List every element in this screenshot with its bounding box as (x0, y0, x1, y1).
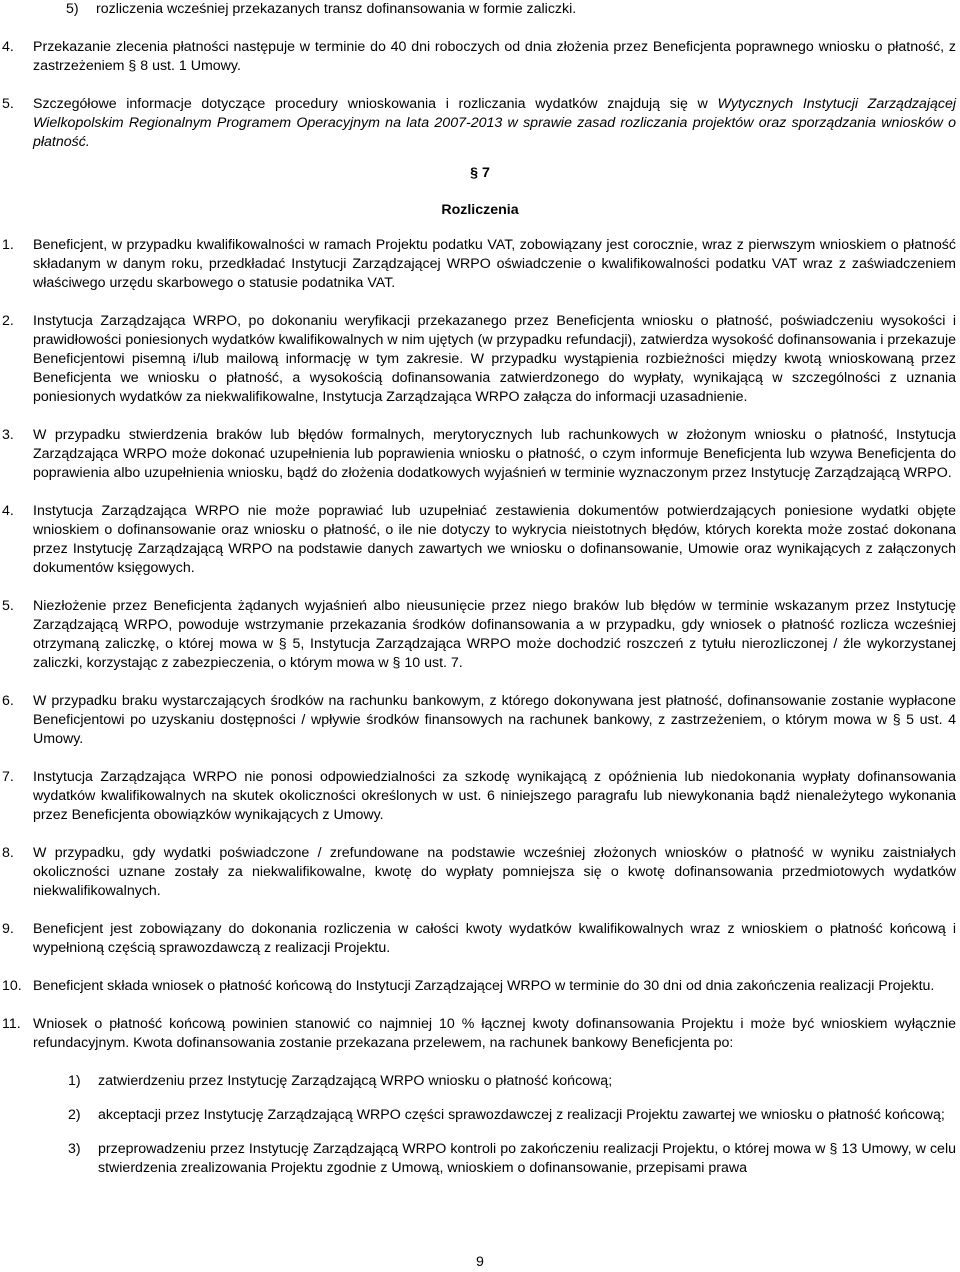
list-item (2, 38, 956, 76)
sub-list-item (68, 1140, 956, 1178)
section-symbol: § 7 (470, 165, 490, 181)
item-text: Instytucja Zarządzająca WRPO, po dokonaniu weryfikacji przekazanego przez Beneficjenta wniosku o płatność, poświadczeniu wysokości i prawidłowości poniesionych wydatków kwalifikowalnych w nim ujętych (w przypadku refundacji), zatwierdza wysokość dofinansowania i przekazuje Beneficjentowi pisemną i/lub mailową informację w tym zakresie. W przypadku wystąpienia rozbieżności między kwotą wnioskowaną przez Beneficjenta we wniosku o płatność, a wysokością dofinansowania zatwierdzonego do wypłaty, wynikającą w szczególności z uznania poniesionych wydatków za niekwalifikowalne, Instytucja Zarządzająca WRPO załącza do informacji uzasadnienie. (33, 313, 956, 405)
item-number: 2. (2, 313, 14, 329)
item-number: 11. (2, 1016, 21, 1032)
item-number: 9. (2, 921, 14, 937)
list-item (2, 426, 956, 483)
item-number: 1) (68, 1073, 81, 1089)
item-text: przeprowadzeniu przez Instytucję Zarządzającą WRPO kontroli po zakończeniu realizacji Projektu, o której mowa w § 13 Umowy, w celu stwierdzenia zrealizowania Projektu zgodnie z Umową, wnioskiem o dofinansowanie, przepisami prawa (98, 1141, 956, 1176)
item-text: Instytucja Zarządzająca WRPO nie ponosi odpowiedzialności za szkodę wynikającą z opóźnienia lub niedokonania wypłaty dofinansowania wydatków kwalifikowalnych na skutek okoliczności określonych w ust. 6 niniejszego paragrafu lub niewykonania bądź nienależytego wykonania przez Beneficjenta obowiązków wynikających z Umowy. (33, 769, 956, 823)
item-number: 5. (2, 96, 14, 112)
list-item (2, 502, 956, 578)
item-text: akceptacji przez Instytucję Zarządzającą WRPO części sprawozdawczej z realizacji Projektu zawartej we wniosku o płatność końcową; (98, 1107, 945, 1123)
sub-list-item (68, 1106, 956, 1125)
item-text: Instytucja Zarządzająca WRPO nie może poprawiać lub uzupełniać zestawienia dokumentów potwierdzających poniesione wydatki objęte wnioskiem o dofinansowanie oraz wniosku o płatność, o ile nie dotyczy to wykrycia nieistotnych błędów, których korekta może zostać dokonana przez Instytucję Zarządzającą WRPO na podstawie danych zawartych we wniosku o dofinansowanie, Umowie oraz wynikających z załączonych dokumentów księgowych. (33, 503, 956, 576)
item-number: 3. (2, 427, 14, 443)
item-text-plain: Szczegółowe informacje dotyczące procedury wnioskowania i rozliczania wydatków znajdują się w (33, 96, 718, 112)
item-text: Niezłożenie przez Beneficjenta żądanych wyjaśnień albo nieusunięcie przez niego braków lub błędów w terminie wskazanym przez Instytucję Zarządzającą WRPO, powoduje wstrzymanie przekazania środków dofinansowania a w przypadku, gdy wniosek o płatność rozlicza wcześniej otrzymaną zaliczkę, o której mowa w § 5, Instytucja Zarządzająca WRPO może dochodzić roszczeń z tytułu nierozliczonej / źle wykorzystanej zaliczki, korzystając z zabezpieczenia, o którym mowa w § 10 ust. 7. (33, 598, 956, 671)
item-text: Przekazanie zlecenia płatności następuje w terminie do 40 dni roboczych od dnia złożenia przez Beneficjenta poprawnego wniosku o płatność, z zastrzeżeniem § 8 ust. 1 Umowy. (33, 39, 956, 74)
list-item (2, 920, 956, 958)
sub-list-item (68, 1072, 956, 1091)
item-number: 1. (2, 237, 14, 253)
item-number: 6. (2, 693, 14, 709)
item-number: 7. (2, 769, 14, 785)
item-number: 3) (68, 1141, 81, 1157)
item-text: W przypadku braku wystarczających środków na rachunku bankowym, z którego dokonywana jest płatność, dofinansowanie zostanie wypłacone Beneficjentowi po uzyskaniu dostępności / wpływie środków finansowych na rachunek bankowy, z zastrzeżeniem, o którym mowa w § 5 ust. 4 Umowy. (33, 693, 956, 747)
item-text: Beneficjent, w przypadku kwalifikowalności w ramach Projektu podatku VAT, zobowiązany jest corocznie, wraz z pierwszym wnioskiem o płatność składanym w danym roku, przedkładać Instytucji Zarządzającej WRPO oświadczenie o kwalifikowalności podatku VAT wraz z zaświadczeniem właściwego urzędu skarbowego o statusie podatnika VAT. (33, 237, 956, 291)
page-number: 9 (476, 1254, 484, 1270)
guidelines-title: Wytycznych Instytucji Zarządzającej Wielkopolskim Regionalnym Programem Operacyjnym na lata 2007-2013 w sprawie zasad rozliczania projektów oraz sporządzania wniosków o płatność. (33, 96, 957, 150)
item-text: W przypadku, gdy wydatki poświadczone / zrefundowane na podstawie wcześniej złożonych wniosków o płatność w wyniku zaistniałych okoliczności uznane zostały za niekwalifikowalne, kwotę do wypłaty pomniejsza się o kwotę dofinansowania przedmiotowych wydatków niekwalifikowalnych. (33, 845, 956, 899)
list-item (2, 95, 956, 152)
item-text: Wniosek o płatność końcową powinien stanowić co najmniej 10 % łącznej kwoty dofinansowania Projektu i może być wnioskiem wyłącznie refundacyjnym. Kwota dofinansowania zostanie przekazana przelewem, na rachunek bankowy Beneficjenta po: (33, 1016, 956, 1051)
list-item (2, 692, 956, 749)
list-item (2, 844, 956, 901)
list-item (2, 312, 956, 407)
list-item (2, 768, 956, 825)
item-number: 8. (2, 845, 14, 861)
item-text: Beneficjent składa wniosek o płatność końcową do Instytucji Zarządzającej WRPO w terminie do 30 dni od dnia zakończenia realizacji Projektu. (33, 978, 935, 994)
pre-section-list (2, 38, 956, 171)
item-text: Beneficjent jest zobowiązany do dokonania rozliczenia w całości kwoty wydatków kwalifikowalnych wraz z wnioskiem o płatność końcową i wypełnioną częścią sprawozdawczą z realizacji Projektu. (33, 921, 956, 956)
item-number: 5. (2, 598, 14, 614)
item-number: 5) (66, 1, 79, 17)
list-item (2, 597, 956, 673)
section-title: Rozliczenia (441, 202, 519, 218)
item-number: 4. (2, 39, 14, 55)
list-item (2, 236, 956, 293)
item-number: 4. (2, 503, 14, 519)
item-text: rozliczenia wcześniej przekazanych transz dofinansowania w formie zaliczki. (96, 1, 577, 17)
list-item (2, 977, 956, 996)
list-item (2, 1015, 956, 1053)
item-number: 10. (2, 978, 22, 994)
item-text: W przypadku stwierdzenia braków lub błędów formalnych, merytorycznych lub rachunkowych w złożonym wniosku o płatność, Instytucja Zarządzająca WRPO może dokonać uzupełnienia lub poprawienia wniosku o płatność, o czym informuje Beneficjenta lub wzywa Beneficjenta do poprawienia albo uzupełnienia wniosku, bądź do złożenia dodatkowych wyjaśnień w terminie wyznaczonym przez Instytucję Zarządzającą WRPO. (33, 427, 956, 481)
item-number: 2) (68, 1107, 81, 1123)
list-item (66, 0, 954, 19)
item-text (33, 95, 956, 152)
item-text: zatwierdzeniu przez Instytucję Zarządzającą WRPO wniosku o płatność końcową; (98, 1073, 613, 1089)
settlement-list (2, 236, 956, 1193)
